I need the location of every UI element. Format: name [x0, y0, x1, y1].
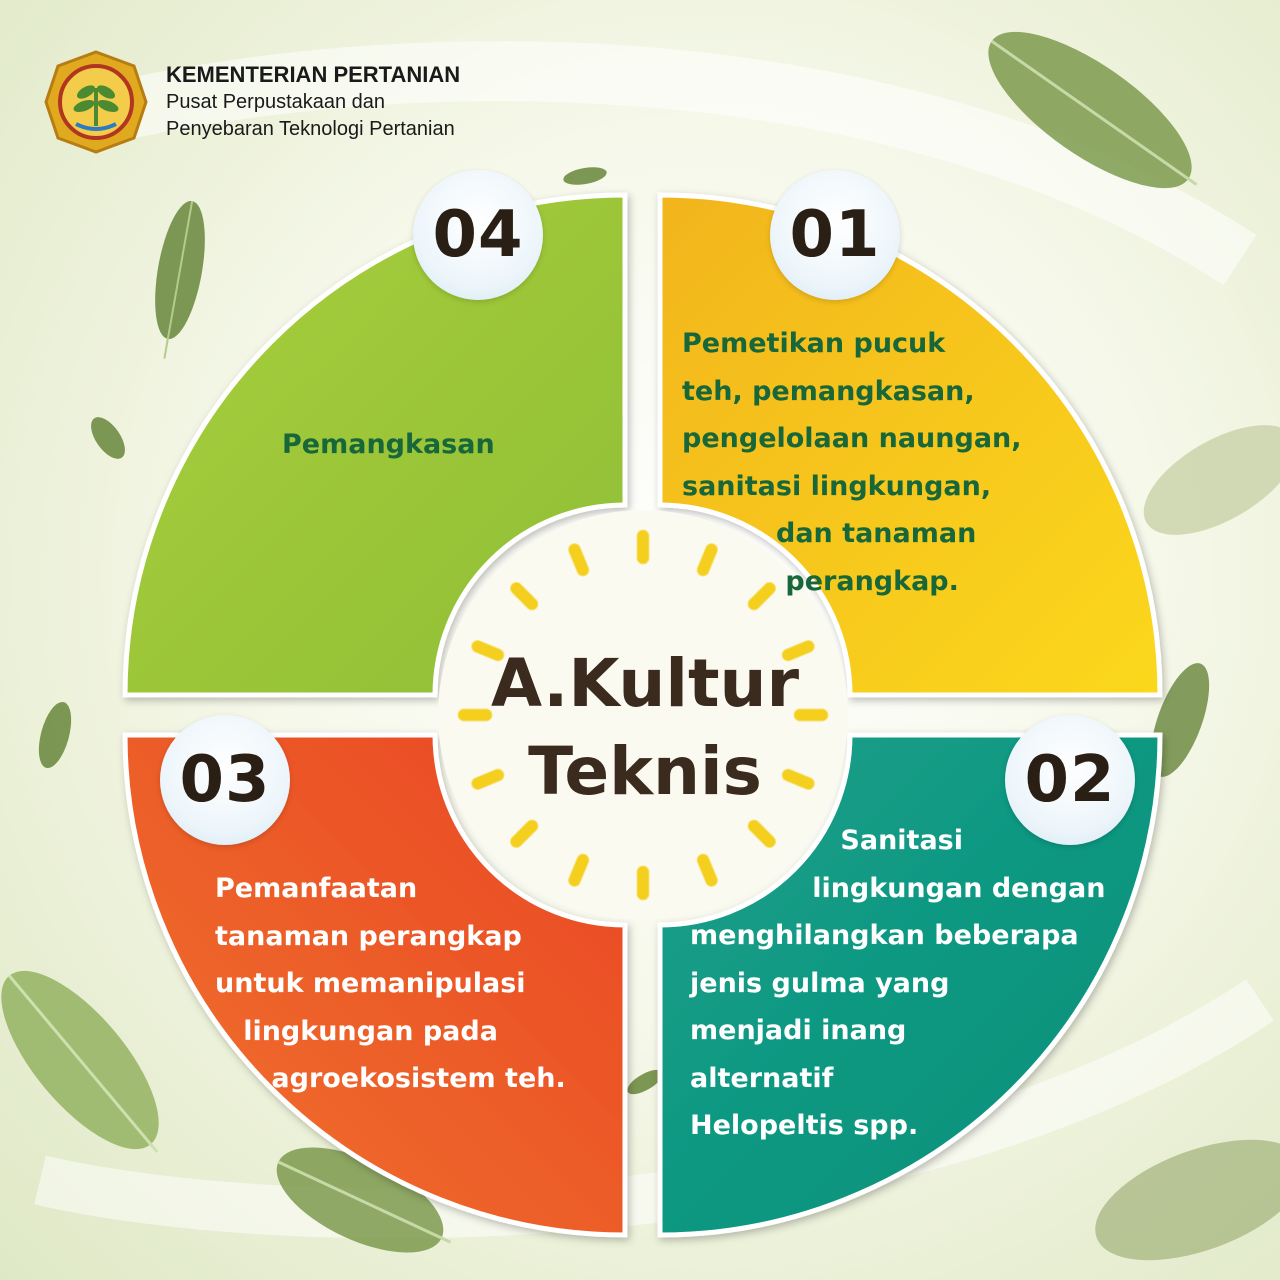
leaf-icon	[1080, 1115, 1280, 1280]
organization-name: KEMENTERIAN PERTANIAN	[166, 62, 461, 87]
header	[42, 48, 460, 156]
quadrant-02-text: Sanitasi lingkungan dengan menghilangkan beberapa jenis gulma yang menjadi inang alternatif Helopeltis spp.	[690, 825, 1106, 1141]
leaf-icon	[1126, 403, 1280, 557]
leaf-icon	[143, 197, 214, 362]
center-title-line2: Teknis	[528, 733, 762, 810]
badge-number: 01	[789, 198, 881, 272]
badge-01	[770, 170, 900, 300]
unit-name-line1: Pusat Perpustakaan dan	[166, 91, 386, 113]
badge-03	[160, 715, 290, 845]
quadrant-03-text: Pemanfaatan tanaman perangkap untuk memanipulasi lingkungan pada agroekosistem teh.	[215, 873, 566, 1094]
badge-04	[413, 170, 543, 300]
header-text	[166, 61, 460, 143]
leaf-icon	[562, 164, 608, 187]
badge-number: 04	[432, 198, 524, 272]
center-title-line1: A.Kultur	[490, 645, 800, 722]
leaf-icon	[33, 699, 78, 772]
badge-number: 02	[1024, 743, 1116, 817]
leaf-icon	[0, 947, 192, 1181]
kementan-emblem-icon	[42, 48, 150, 156]
leaf-icon	[84, 411, 131, 464]
quadrant-04-text: Pemangkasan	[282, 429, 495, 460]
unit-name-line2: Penyebaran Teknologi Pertanian	[166, 118, 455, 140]
quadrant-01-text: Pemetikan pucuk teh, pemangkasan, pengelolaan naungan, sanitasi lingkungan, dan tanaman perangkap.	[682, 328, 1022, 597]
badge-number: 03	[179, 743, 271, 817]
center-title	[445, 640, 845, 816]
